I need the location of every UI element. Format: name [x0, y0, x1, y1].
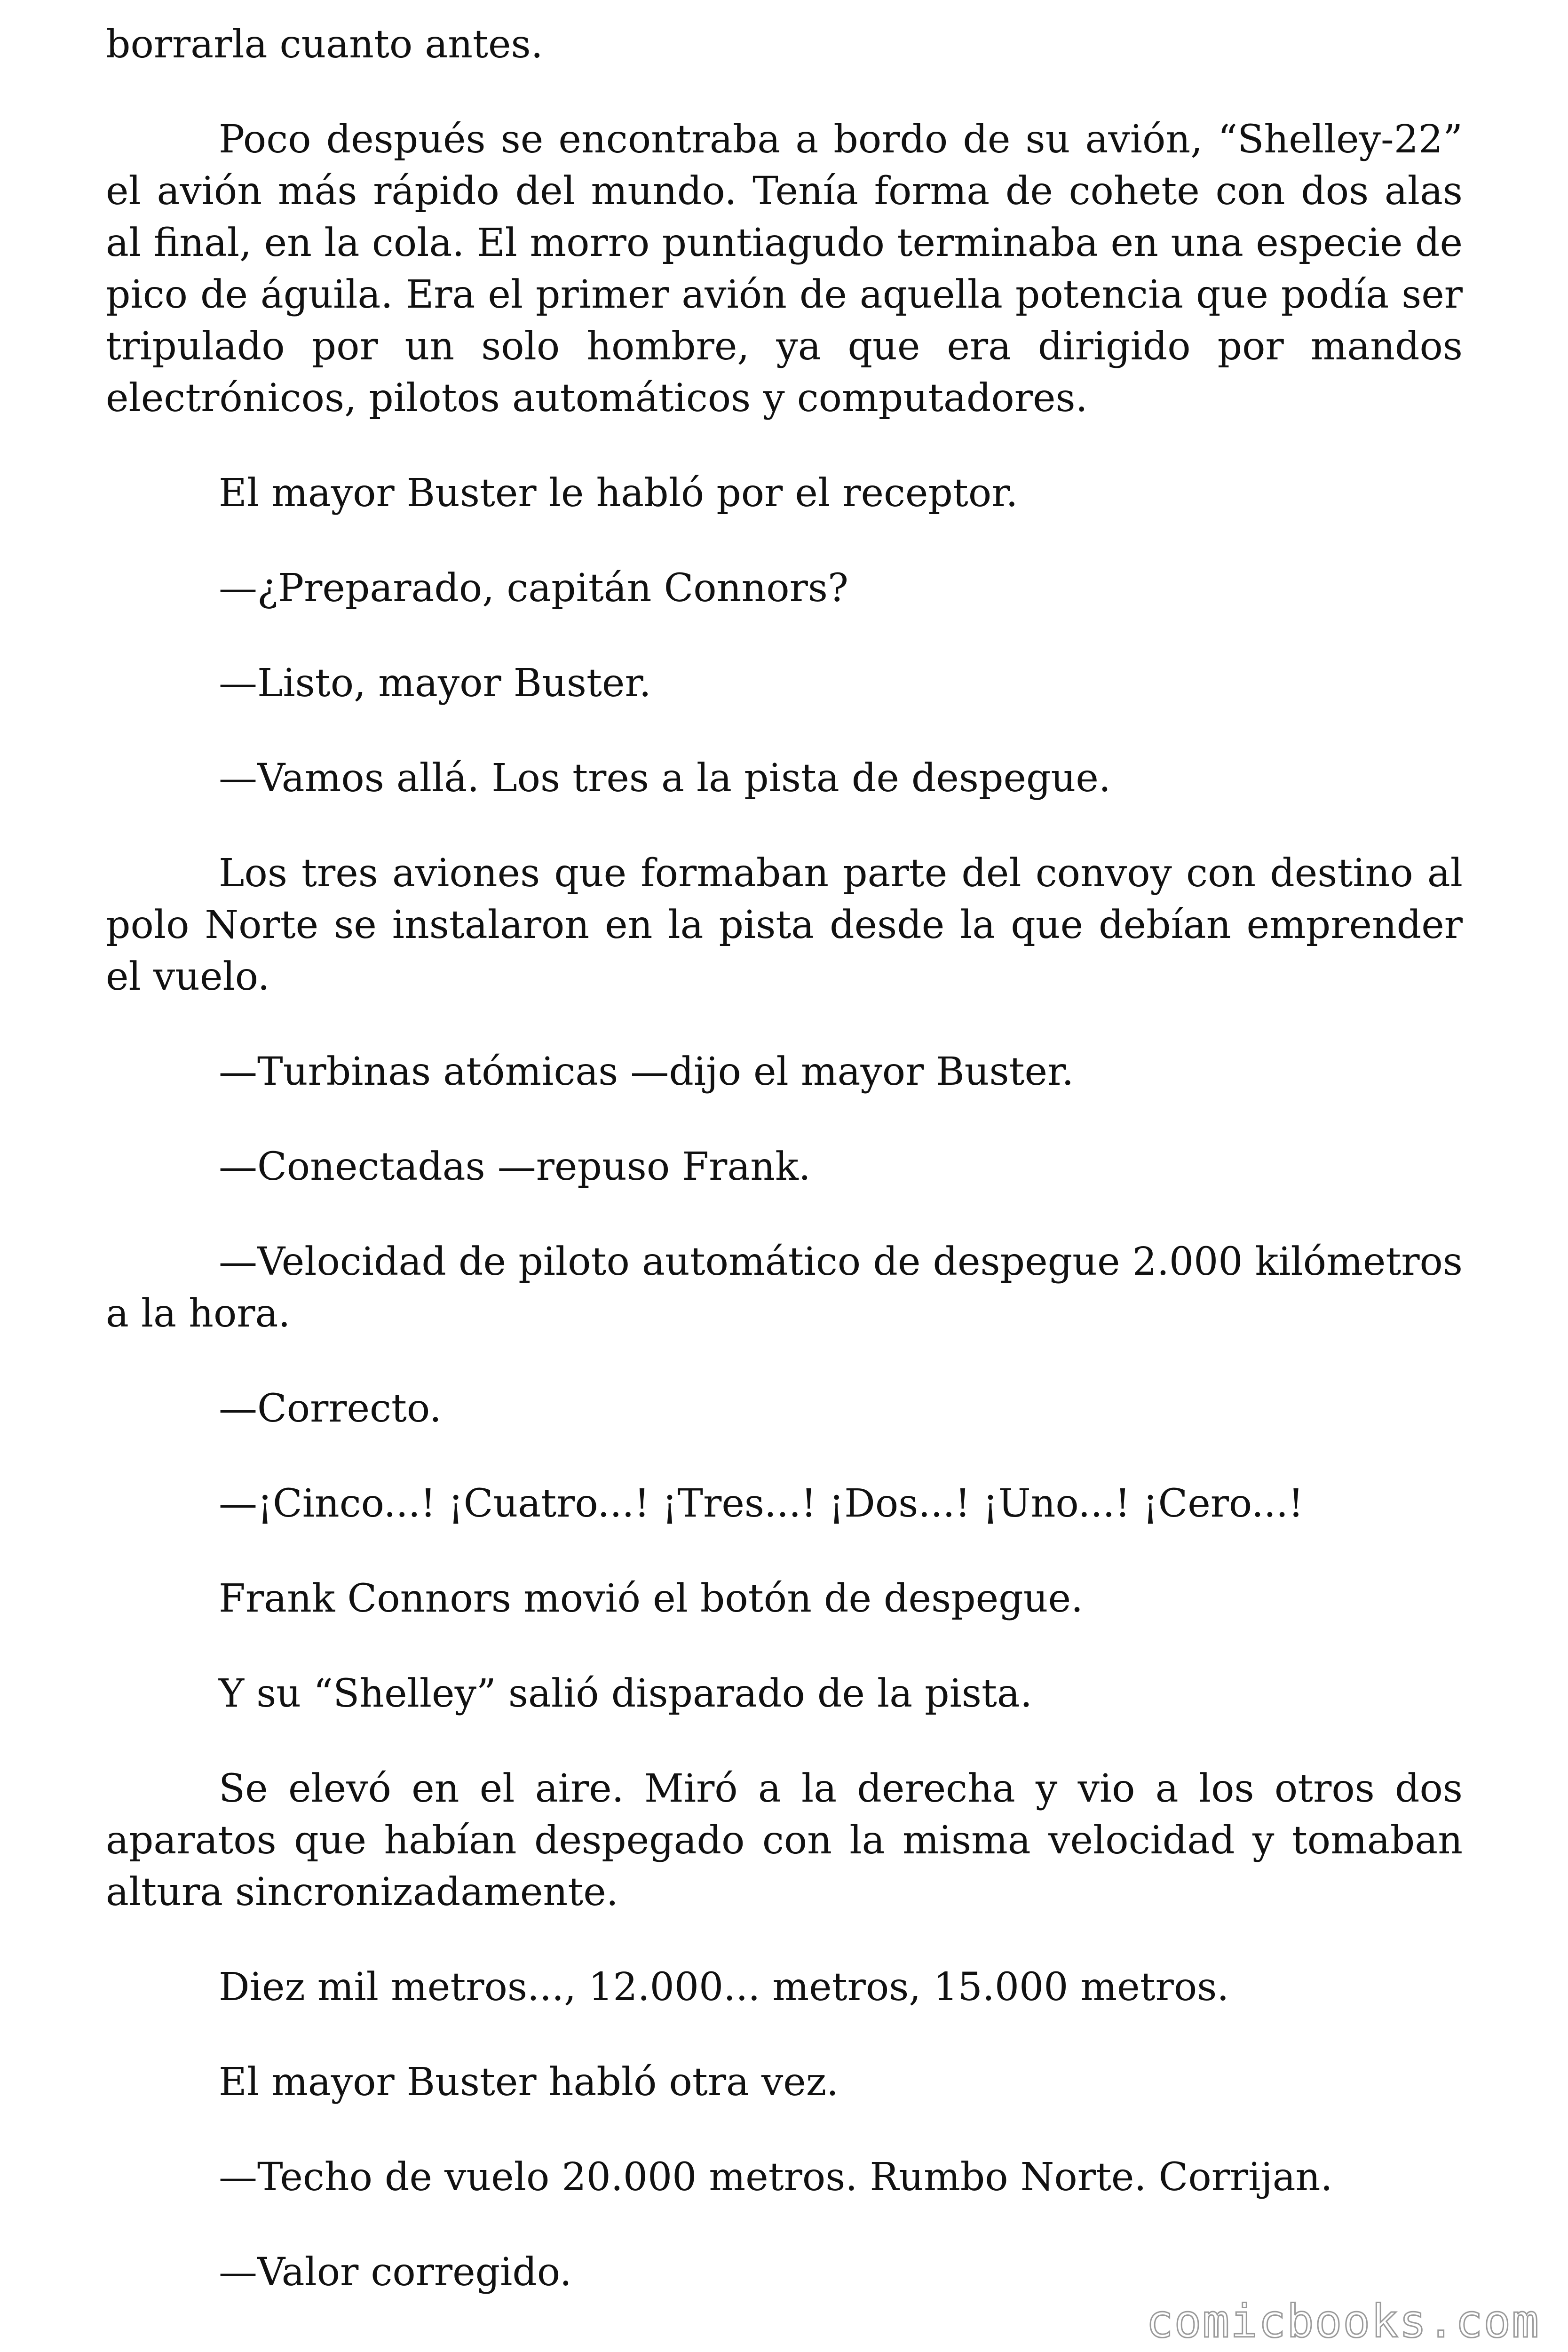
- paragraph-15: Se elevó en el aire. Miró a la derecha y vio a los otros dos aparatos que habían despegado con la misma velocidad y tomaban altura sincronizadamente.: [106, 1766, 1463, 1915]
- paragraph-8: —Turbinas atómicas —dijo el mayor Buster.: [219, 1049, 1074, 1094]
- paragraph-11: —Correcto.: [219, 1386, 442, 1431]
- paragraph-4: —¿Preparado, capitán Connors?: [219, 566, 848, 611]
- page-body: [106, 19, 1463, 2342]
- paragraph-14: Y su “Shelley” salió disparado de la pista.: [219, 1671, 1032, 1716]
- paragraph-12: —¡Cinco...! ¡Cuatro...! ¡Tres...! ¡Dos...! ¡Uno...! ¡Cero...!: [219, 1481, 1304, 1526]
- paragraph-1: borrarla cuanto antes.: [106, 22, 543, 67]
- paragraph-9: —Conectadas —repuso Frank.: [219, 1144, 811, 1189]
- paragraph-2: Poco después se encontraba a bordo de su avión, “Shelley-22” el avión más rápido del mundo. Tenía forma de cohete con dos alas al final, en la cola. El morro puntiagudo terminaba en una especie de pico de águila. Era el primer avión de aquella potencia que podía ser tripulado por un solo hombre, ya que era dirigido por mandos electrónicos, pilotos automáticos y computadores.: [106, 117, 1463, 421]
- paragraph-6: —Vamos allá. Los tres a la pista de despegue.: [219, 756, 1111, 801]
- paragraph-10: —Velocidad de piloto automático de despegue 2.000 kilómetros a la hora.: [106, 1240, 1463, 1336]
- paragraph-19: —Valor corregido.: [219, 2250, 572, 2295]
- paragraph-16: Diez mil metros..., 12.000... metros, 15.000 metros.: [219, 1965, 1229, 2010]
- paragraph-7: Los tres aviones que formaban parte del convoy con destino al polo Norte se instalaron en la pista desde la que debían emprender el vuelo.: [106, 851, 1463, 999]
- paragraph-13: Frank Connors movió el botón de despegue.: [219, 1576, 1084, 1621]
- watermark: comicbooks.com: [1146, 2295, 1540, 2348]
- paragraph-3: El mayor Buster le habló por el receptor.: [219, 471, 1018, 516]
- paragraph-5: —Listo, mayor Buster.: [219, 661, 651, 706]
- paragraph-18: —Techo de vuelo 20.000 metros. Rumbo Norte. Corrijan.: [219, 2155, 1333, 2200]
- paragraph-17: El mayor Buster habló otra vez.: [219, 2060, 839, 2105]
